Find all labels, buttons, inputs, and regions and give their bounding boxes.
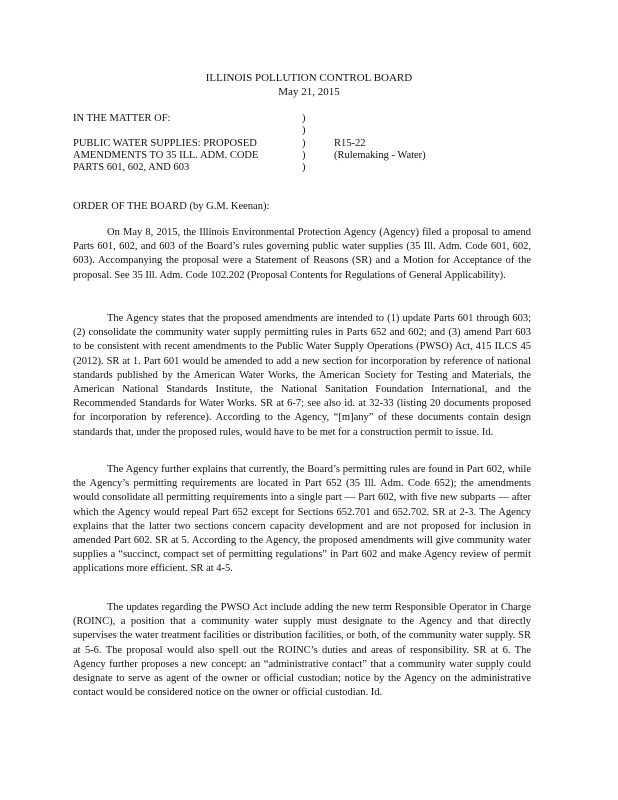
- body-paragraph-3: The Agency further explains that currently, the Board’s permitting rules are found in Part 602, while the Agency’s permitting requirements are located in Part 652 (35 Ill. Adm. Code 652); the amendments would consolidate all permitting requirements into a single part — Part 602, with five new subparts — after which the Agency would repeal Part 652 except for Sections 652.701 and 652.702. SR at 2-3. The Agency explains that the latter two sections concern capacity development and are not proposed for inclusion in amended Part 602. SR at 5. According to the Agency, the proposed amendments will give community water supplies a “succinct, compact set of permitting regulations” in Part 602 and make Agency review of permit applications more efficient. SR at 4-5.: [73, 464, 531, 575]
- caption-row: [73, 162, 543, 174]
- caption-paren: ): [302, 113, 306, 124]
- caption-left: PARTS 601, 602, AND 603: [73, 162, 190, 174]
- order-date: May 21, 2015: [278, 86, 340, 98]
- caption-left: PUBLIC WATER SUPPLIES: PROPOSED: [73, 137, 257, 149]
- caption-paren: ): [302, 137, 306, 149]
- caption-left: IN THE MATTER OF:: [73, 113, 171, 124]
- caption-row: [73, 138, 543, 150]
- caption-row: [73, 150, 543, 162]
- caption-left: AMENDMENTS TO 35 ILL. ADM. CODE: [73, 149, 259, 161]
- caption-paren: ): [302, 162, 306, 174]
- body-paragraph-2: The Agency states that the proposed amendments are intended to (1) update Parts 601 through 603; (2) consolidate the community water supply permitting rules in Parts 652 and 602; and (3) amend Part 603 to be consistent with recent amendments to the Public Water Supply Operations (PWSO) Act, 415 ILCS 45 (2012). SR at 1. Part 601 would be amended to add a new section for incorporation by reference of national standards published by the American Water Works, the American Society for Testing and Materials, the American National Standards Institute, the National Sanitation Foundation International, and the Recommended Standards for Water Works. SR at 6-7; see also id. at 32-33 (listing 20 documents proposed for incorporation by reference). According to the Agency, “[m]any” of these documents contain design standards that, under the proposed rules, would have to be met for a construction permit to issue. Id.: [73, 313, 531, 438]
- caption-paren: ): [302, 149, 306, 161]
- board-title: ILLINOIS POLLUTION CONTROL BOARD: [205, 72, 413, 84]
- case-type: (Rulemaking - Water): [334, 149, 426, 161]
- case-caption: [73, 113, 543, 174]
- case-number: R15-22: [334, 137, 366, 149]
- caption-row: [73, 113, 543, 125]
- caption-row: [73, 125, 543, 137]
- order-line: ORDER OF THE BOARD (by G.M. Keenan):: [73, 201, 270, 212]
- body-paragraph-1: On May 8, 2015, the Illinois Environmental Protection Agency (Agency) filed a proposal to amend Parts 601, 602, and 603 of the Board’s rules governing public water supplies (35 Ill. Adm. Code 601, 602, 603). Accompanying the proposal were a Statement of Reasons (SR) and a Motion for Acceptance of the proposal. See 35 Ill. Adm. Code 102.202 (Proposal Contents for Regulations of General Applicability).: [73, 227, 531, 281]
- body-paragraph-4: The updates regarding the PWSO Act include adding the new term Responsible Operator in Charge (ROINC), a position that a community water supply must designate to the Agency and that directly supervises the water treatment facilities or distribution facilities, or both, of the community water supply. SR at 5-6. The proposal would also spell out the ROINC’s duties and areas of responsibility. SR at 6. The Agency further proposes a new concept: an “administrative contact” that a community water supply could designate to serve as agent of the owner or official custodian; notice by the Agency on the administrative contact would be considered notice on the owner or official custodian. Id.: [73, 602, 531, 699]
- caption-paren: ): [302, 125, 306, 137]
